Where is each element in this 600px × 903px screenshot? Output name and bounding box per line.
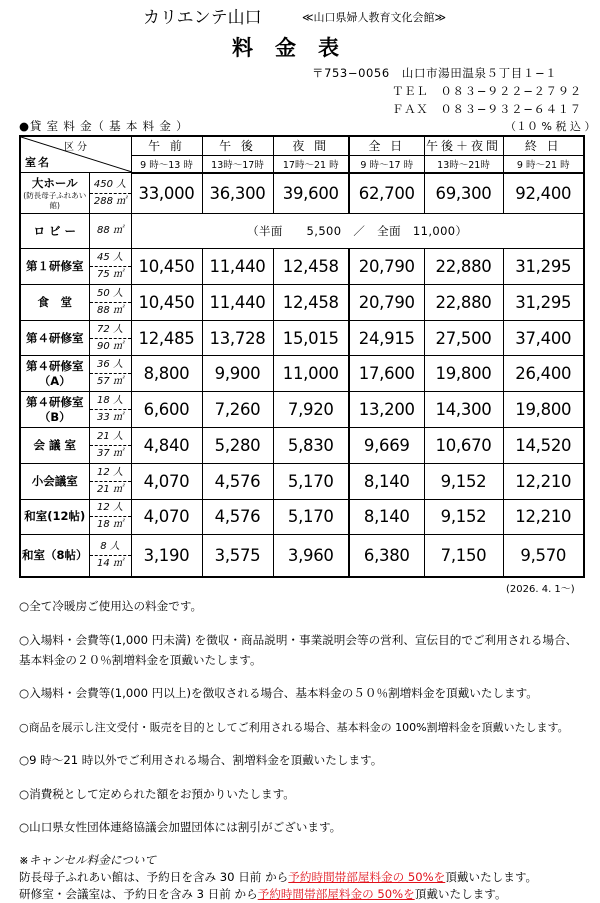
fee-table	[19, 135, 585, 578]
cancel-highlight: 予約時間帯部屋料金の 50%を	[257, 887, 415, 901]
table-row	[20, 173, 584, 214]
price-cell: 19,800	[503, 392, 584, 428]
price-cell: 11,000	[273, 356, 349, 392]
room-name-cell	[20, 463, 89, 499]
price-cell: 12,458	[273, 284, 349, 320]
capacity: 45 人	[90, 250, 131, 267]
room-name-cell	[20, 214, 89, 249]
col-time: 9 時〜17 時	[349, 155, 424, 172]
table-row	[20, 428, 584, 464]
price-cell: 5,170	[273, 463, 349, 499]
room-name-cell	[20, 535, 89, 577]
price-cell: 11,440	[202, 284, 273, 320]
cancel-title: ※キャンセル料金について	[19, 853, 157, 867]
room-name-cell	[20, 356, 89, 392]
capacity-area-cell	[89, 214, 131, 249]
price-cell: 31,295	[503, 284, 584, 320]
col-time: 9 時〜13 時	[131, 155, 202, 172]
room-name-cell	[20, 499, 89, 535]
note-2-cont: 基本料金の２０％割増料金を頂戴いたします。	[19, 653, 262, 667]
price-cell: 37,400	[503, 320, 584, 356]
corner-room-label: 室名	[25, 156, 51, 169]
col-header: 全 日	[349, 136, 424, 155]
price-cell: 10,450	[131, 284, 202, 320]
area: 37 ㎡	[97, 447, 123, 459]
note-7: ○山口県女性団体連絡協議会加盟団体には割引がございます。	[19, 820, 342, 834]
price-cell: 26,400	[503, 356, 584, 392]
area: 57 ㎡	[97, 376, 123, 388]
price-cell: 17,600	[349, 356, 424, 392]
effective-date: (2026. 4. 1〜)	[506, 584, 575, 595]
price-cell: 9,152	[424, 499, 503, 535]
table-row	[20, 214, 584, 249]
table-row	[20, 392, 584, 428]
room-subname: （A）	[38, 373, 71, 388]
area: 90 ㎡	[97, 340, 123, 352]
note-6: ○消費税として定められた額をお預かりいたします。	[19, 787, 295, 801]
area: 88 ㎡	[97, 304, 123, 316]
capacity-area-cell	[89, 463, 131, 499]
col-time: 13時〜17時	[202, 155, 273, 172]
table-row	[20, 535, 584, 577]
room-name: 大ホール	[31, 175, 78, 190]
note-3: ○入場料・会費等(1,000 円以上)を徴収される場合、基本料金の５０％割増料金を頂戴いたします。	[19, 686, 538, 700]
price-cell: 12,458	[273, 249, 349, 285]
room-name-cell	[20, 392, 89, 428]
price-cell: 20,790	[349, 284, 424, 320]
capacity-area-cell	[89, 249, 131, 285]
capacity: 36 人	[90, 357, 131, 374]
corner-top-label: 区分	[64, 142, 90, 153]
area: 288 ㎡	[93, 195, 127, 207]
price-cell: 13,728	[202, 320, 273, 356]
capacity: 50 人	[90, 286, 131, 303]
price-cell: 24,915	[349, 320, 424, 356]
header-row	[20, 136, 584, 155]
price-cell: 7,260	[202, 392, 273, 428]
capacity-area-cell	[89, 356, 131, 392]
section-title: ●貸 室 料 金（ 基 本 料 金 ）	[19, 119, 189, 133]
capacity: 12 人	[90, 500, 131, 517]
price-cell: 3,960	[273, 535, 349, 577]
price-cell: 20,790	[349, 249, 424, 285]
room-name: 第４研修室	[26, 358, 84, 373]
capacity: 18 人	[90, 393, 131, 410]
room-name-cell	[20, 249, 89, 285]
capacity: 21 人	[90, 429, 131, 446]
lobby-price-note: （半面 5,500 ／ 全面 11,000）	[131, 214, 584, 249]
price-cell: 4,070	[131, 463, 202, 499]
cancel-line-1-end: 頂戴いたします。	[445, 870, 538, 884]
capacity: 72 人	[90, 322, 131, 339]
price-cell: 4,070	[131, 499, 202, 535]
col-time: 9 時〜21 時	[503, 155, 584, 172]
price-cell: 22,880	[424, 249, 503, 285]
capacity-area-cell	[89, 499, 131, 535]
capacity: 8 人	[90, 539, 131, 556]
price-cell: 12,485	[131, 320, 202, 356]
col-time: 13時〜21時	[424, 155, 503, 172]
price-cell: 3,575	[202, 535, 273, 577]
cancel-line-2-text: 研修室・会議室は、予約日を含み 3 日前 から	[19, 887, 258, 901]
price-cell: 11,440	[202, 249, 273, 285]
room-name: 小会議室	[31, 473, 78, 488]
price-cell: 5,280	[202, 428, 273, 464]
note-2: ○入場料・会費等(1,000 円未満) を徴収・商品説明・事業説明会等の営利、宣伝目的でご利用される場合、	[19, 633, 578, 647]
room-name: 第４研修室	[26, 394, 84, 409]
room-subname: (防長母子ふれあい館)	[23, 190, 87, 210]
org-name: カリエンテ山口	[143, 8, 262, 28]
tax-note: （１０ % 税 込 ）	[505, 120, 596, 133]
capacity-area-cell	[89, 535, 131, 577]
room-name: 第４研修室	[26, 330, 84, 345]
price-cell: 7,150	[424, 535, 503, 577]
price-cell: 14,300	[424, 392, 503, 428]
price-cell: 9,900	[202, 356, 273, 392]
price-cell: 4,576	[202, 499, 273, 535]
tel-number: ＴＥＬ ０８３−９２２−２７９２	[392, 84, 582, 98]
col-header: 夜 間	[273, 136, 349, 155]
room-name-cell	[20, 284, 89, 320]
capacity-area-cell	[89, 173, 131, 214]
price-cell: 13,200	[349, 392, 424, 428]
capacity-area-cell	[89, 428, 131, 464]
cancel-line-2	[19, 886, 507, 902]
price-cell: 10,450	[131, 249, 202, 285]
room-name: ロ ビ ー	[33, 223, 76, 238]
table-row	[20, 284, 584, 320]
price-cell: 3,190	[131, 535, 202, 577]
capacity-area-cell	[89, 320, 131, 356]
area: 18 ㎡	[97, 519, 123, 531]
price-cell: 4,576	[202, 463, 273, 499]
area: 14 ㎡	[97, 558, 123, 570]
price-cell: 5,170	[273, 499, 349, 535]
cancel-line-1-text: 防長母子ふれあい館は、予約日を含み 30 日前 から	[19, 870, 289, 884]
price-cell: 5,830	[273, 428, 349, 464]
table-row	[20, 499, 584, 535]
area: 21 ㎡	[97, 483, 123, 495]
col-header: 午後＋夜間	[424, 136, 503, 155]
org-subtitle: ≪山口県婦人教育文化会館≫	[302, 11, 447, 24]
cancel-line-1	[19, 869, 537, 885]
price-cell: 14,520	[503, 428, 584, 464]
price-cell: 27,500	[424, 320, 503, 356]
price-cell: 9,152	[424, 463, 503, 499]
price-cell: 10,670	[424, 428, 503, 464]
capacity-area-cell	[89, 284, 131, 320]
price-cell: 69,300	[424, 173, 503, 214]
corner-cell	[20, 136, 131, 173]
room-name: 和室（8帖）	[21, 548, 88, 563]
price-cell: 9,669	[349, 428, 424, 464]
price-cell: 22,880	[424, 284, 503, 320]
table-row	[20, 356, 584, 392]
capacity-area-cell	[89, 392, 131, 428]
price-cell: 62,700	[349, 173, 424, 214]
room-name: 会 議 室	[33, 437, 76, 452]
price-cell: 7,920	[273, 392, 349, 428]
col-time: 17時〜21 時	[273, 155, 349, 172]
note-1: ○全て冷暖房ご使用込の料金です。	[19, 599, 203, 613]
table-row	[20, 463, 584, 499]
col-header: 午 前	[131, 136, 202, 155]
room-name-cell	[20, 173, 89, 214]
area: 33 ㎡	[97, 412, 123, 424]
fax-number: ＦＡＸ ０８３−９３２−６４１７	[392, 102, 582, 116]
price-cell: 12,210	[503, 499, 584, 535]
price-cell: 8,140	[349, 499, 424, 535]
room-name-cell	[20, 428, 89, 464]
room-name: 食 堂	[37, 294, 72, 309]
cancel-highlight: 予約時間帯部屋料金の 50%を	[288, 870, 446, 884]
price-cell: 33,000	[131, 173, 202, 214]
price-cell: 6,380	[349, 535, 424, 577]
room-name: 和室(12帖)	[24, 509, 86, 524]
col-header: 終 日	[503, 136, 584, 155]
cancel-line-2-end: 頂戴いたします。	[414, 887, 507, 901]
price-cell: 39,600	[273, 173, 349, 214]
price-cell: 8,140	[349, 463, 424, 499]
price-cell: 15,015	[273, 320, 349, 356]
table-row	[20, 249, 584, 285]
capacity: 450 人	[90, 177, 131, 194]
price-cell: 36,300	[202, 173, 273, 214]
price-cell: 31,295	[503, 249, 584, 285]
room-name: 第１研修室	[26, 258, 84, 273]
capacity: 12 人	[90, 465, 131, 482]
price-cell: 12,210	[503, 463, 584, 499]
note-5: ○9 時〜21 時以外でご利用される場合、割増料金を頂戴いたします。	[19, 753, 383, 767]
room-subname: （B）	[38, 409, 71, 424]
price-cell: 6,600	[131, 392, 202, 428]
area: 88 ㎡	[97, 225, 123, 237]
address: 〒753−0056 山口市湯田温泉５丁目１−１	[312, 66, 558, 80]
note-4: ○商品を展示し注文受付・販売を目的としてご利用される場合、基本料金の 100%割増料金を頂戴いたします。	[19, 721, 569, 734]
area: 75 ㎡	[97, 268, 123, 280]
page-title: 料金表	[232, 36, 361, 60]
col-header: 午 後	[202, 136, 273, 155]
price-cell: 9,570	[503, 535, 584, 577]
room-name-cell	[20, 320, 89, 356]
price-cell: 8,800	[131, 356, 202, 392]
price-cell: 4,840	[131, 428, 202, 464]
price-cell: 92,400	[503, 173, 584, 214]
table-row	[20, 320, 584, 356]
price-cell: 19,800	[424, 356, 503, 392]
